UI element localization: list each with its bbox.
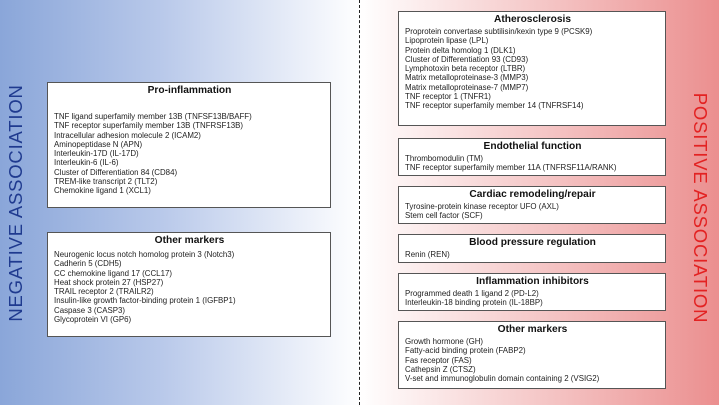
marker-item: Glycoprotein VI (GP6) [54,315,132,325]
marker-item: TRAIL receptor 2 (TRAILR2) [54,287,154,297]
box-title: Endothelial function [483,141,582,152]
marker-item: Cadherin 5 (CDH5) [54,259,122,269]
marker-item: Proprotein convertase subtilisin/kexin type 9 (PCSK9) [405,27,593,36]
box-title: Cardiac remodeling/repair [469,189,596,200]
marker-item: Matrix metalloproteinase-7 (MMP7) [405,82,529,92]
marker-item: TNF ligand superfamily member 13B (TNFSF13B/BAFF) [54,112,252,121]
other-markers-positive-box [398,321,666,389]
marker-item: TNF receptor 1 (TNFR1) [405,92,491,102]
marker-item: Intracellular adhesion molecule 2 (ICAM2) [54,130,201,140]
atherosclerosis-box [398,11,666,126]
box-title: Other markers [497,324,568,335]
marker-item: Interleukin-18 binding protein (IL-18BP) [405,298,543,308]
marker-item: Chemokine ligand 1 (XCL1) [54,186,151,196]
box-title: Blood pressure regulation [469,237,596,248]
box-title: Atherosclerosis [493,14,571,25]
marker-item: Matrix metalloproteinase-3 (MMP3) [405,73,529,83]
positive-association-label: POSITIVE ASSOCIATION [690,92,711,324]
marker-item: Aminopeptidase N (APN) [54,139,143,149]
marker-item: Interleukin-6 (IL-6) [54,158,119,168]
box-title: Inflammation inhibitors [476,276,589,287]
marker-item: Programmed death 1 ligand 2 (PD-L2) [405,289,539,298]
other-markers-negative-box [47,232,331,337]
marker-item: CC chemokine ligand 17 (CCL17) [54,268,172,278]
marker-item: TREM-like transcript 2 (TLT2) [54,177,158,187]
cardiac-remodeling-box [398,186,666,224]
marker-item: TNF receptor superfamily member 11A (TNFRSF11A/RANK) [405,163,617,173]
center-divider [359,0,360,405]
marker-item: Cluster of Differentiation 93 (CD93) [405,54,529,64]
marker-item: Fatty-acid binding protein (FABP2) [405,346,526,356]
marker-item: Heat shock protein 27 (HSP27) [54,277,164,287]
box-title: Other markers [154,235,225,246]
marker-item: Thrombomodulin (TM) [405,154,484,163]
marker-item: TNF receptor superfamily member 13B (TNFRSF13B) [54,121,243,131]
marker-item: Interleukin-17D (IL-17D) [54,149,139,159]
box-title: Pro-inflammation [147,85,232,96]
marker-item: Lipoprotein lipase (LPL) [405,36,489,46]
marker-item: Renin (REN) [405,250,450,259]
marker-item: TNF receptor superfamily member 14 (TNFRSF14) [405,101,584,111]
inflammation-inhibitors-box [398,273,666,311]
marker-item: Cathepsin Z (CTSZ) [405,364,476,374]
marker-item: Neurogenic locus notch homolog protein 3 (Notch3) [54,250,235,259]
marker-item: V-set and immunoglobulin domain containing 2 (VSIG2) [405,374,600,384]
marker-item: Growth hormone (GH) [405,337,484,346]
marker-item: Stem cell factor (SCF) [405,211,483,221]
blood-pressure-box [398,234,666,263]
marker-item: Protein delta homolog 1 (DLK1) [405,45,516,55]
marker-item: Caspase 3 (CASP3) [54,305,126,315]
negative-association-label: NEGATIVE ASSOCIATION [5,84,26,322]
endothelial-function-box [398,138,666,176]
marker-item: Cluster of Differentiation 84 (CD84) [54,167,178,177]
marker-item: Lymphotoxin beta receptor (LTBR) [405,64,526,74]
marker-item: Tyrosine-protein kinase receptor UFO (AXL) [405,202,559,211]
pro-inflammation-box [47,82,331,208]
marker-item: Insulin-like growth factor-binding protein 1 (IGFBP1) [54,296,236,306]
marker-item: Fas receptor (FAS) [405,355,472,365]
